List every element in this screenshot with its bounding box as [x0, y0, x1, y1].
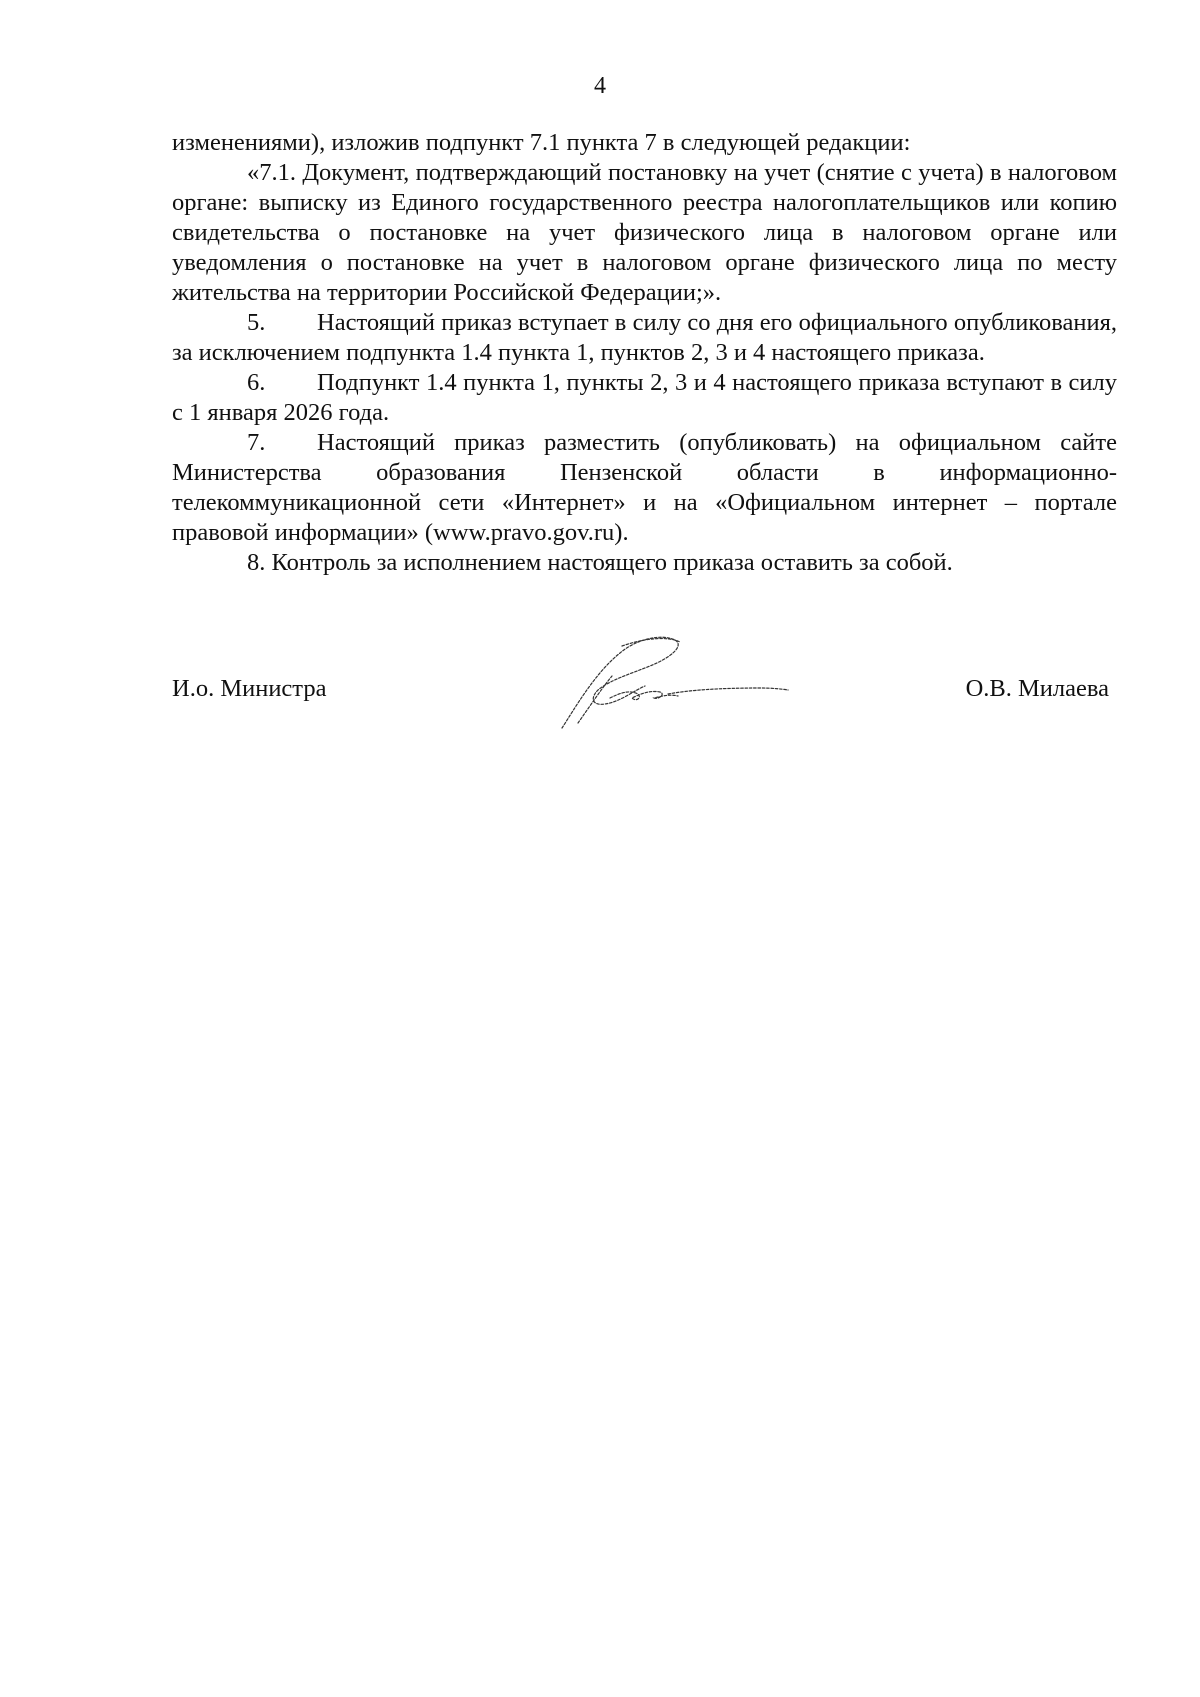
signatory-title: И.о. Министра: [172, 675, 327, 702]
paragraph-item-8: 8. Контроль за исполнением настоящего приказа оставить за собой.: [247, 549, 953, 576]
paragraph-item-5: [172, 308, 1117, 368]
paragraph-continuation: изменениями), изложив подпункт 7.1 пункта 7 в следующей редакции:: [172, 129, 911, 156]
page-number: 4: [594, 73, 606, 99]
signatory-name: О.В. Милаева: [965, 675, 1109, 702]
handwritten-signature: [550, 628, 790, 738]
signature-block: [172, 668, 1117, 728]
paragraph-item-6: [172, 368, 1117, 428]
document-body: [172, 128, 1117, 578]
item-number: 7.: [247, 429, 266, 456]
paragraph-item-7: [172, 428, 1117, 548]
item-number: 6.: [247, 369, 266, 396]
item-text: Настоящий приказ вступает в силу со дня его официального опубликования, за исключением подпункта 1.4 пункта 1, пунктов 2, 3 и 4 настоящего приказа.: [172, 309, 1117, 366]
item-number: 5.: [247, 309, 266, 336]
paragraph-quoted-item: «7.1. Документ, подтверждающий постановку на учет (снятие с учета) в налоговом органе: выписку из Единого государственного реестра налогоплательщиков или копию свидетельства о постановке на учет физического лица в налоговом органе или уведомления о постановке на учет в налоговом органе физического лица по месту жительства на территории Российской Федерации;».: [172, 159, 1117, 306]
item-text: Подпункт 1.4 пункта 1, пункты 2, 3 и 4 настоящего приказа вступают в силу с 1 января 2026 года.: [172, 369, 1117, 426]
item-text: Настоящий приказ разместить (опубликовать) на официальном сайте Министерства образования Пензенской области в информационно-телекоммуникационной сети «Интернет» и на «Официальном интернет – портале правовой информации» (www.pravo.gov.ru).: [172, 429, 1117, 546]
